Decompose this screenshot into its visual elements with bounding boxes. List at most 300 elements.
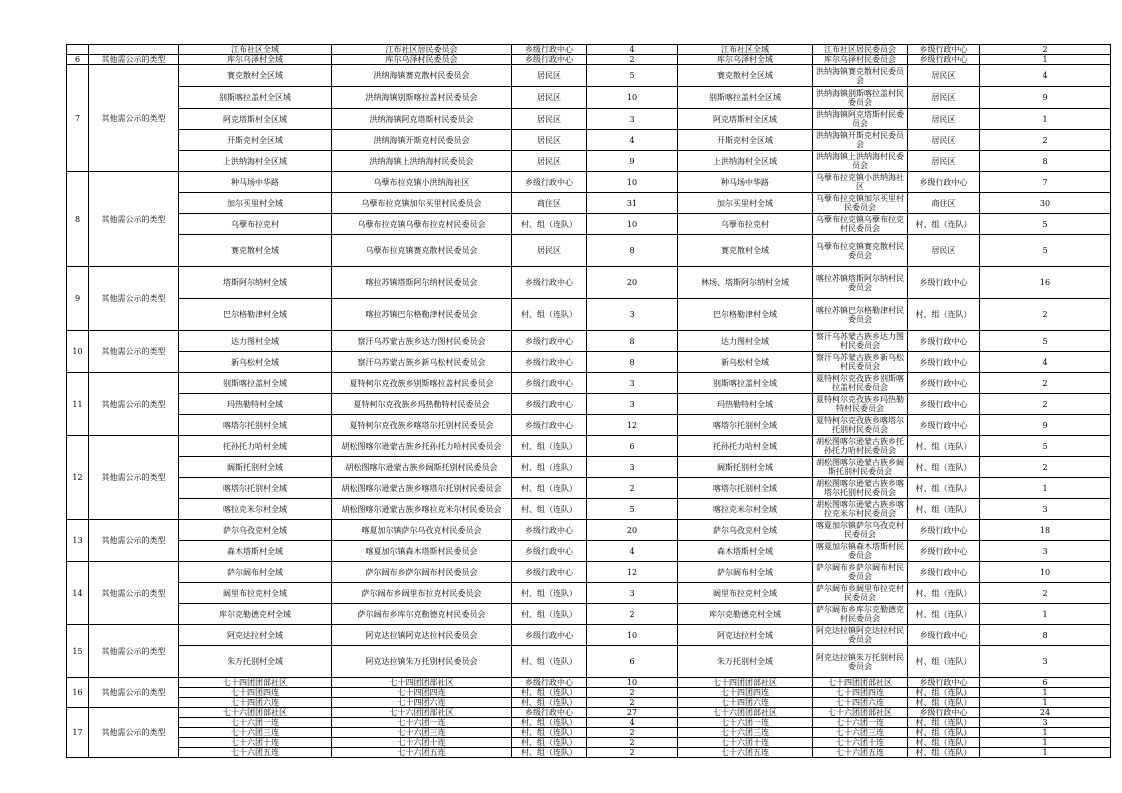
org2-cell: 胡松图喀尔逊蒙古族乡阔斯托别村民委员会 <box>813 457 908 478</box>
count2-cell: 30 <box>980 193 1111 214</box>
kind2-cell: 村、组（连队） <box>908 748 980 758</box>
area2-cell: 七十六团五连 <box>678 748 813 758</box>
count2-cell: 5 <box>980 436 1111 457</box>
count-cell: 2 <box>587 698 678 708</box>
org-cell: 洪纳海镇别斯喀拉盖村民委员会 <box>332 87 512 109</box>
count-cell: 2 <box>587 738 678 748</box>
org-cell: 七十六团团部社区 <box>332 708 512 718</box>
kind-cell: 村、组（连队） <box>512 604 587 625</box>
group-number: 7 <box>67 65 89 172</box>
count2-cell: 1 <box>980 688 1111 698</box>
group-number: 13 <box>67 520 89 562</box>
count-cell: 3 <box>587 299 678 331</box>
area-cell: 七十六团一连 <box>179 718 332 728</box>
org-cell: 七十四团四连 <box>332 688 512 698</box>
kind-cell: 村、组（连队） <box>512 738 587 748</box>
count-cell: 8 <box>587 352 678 373</box>
area-cell: 赛克散村全区域 <box>179 65 332 87</box>
org-cell: 库尔乌泽村民委员会 <box>332 55 512 65</box>
org2-cell: 胡松图喀尔逊蒙古族乡喀拉克米尔村民委员会 <box>813 499 908 520</box>
area2-cell: 库尔乌泽村全域 <box>678 55 813 65</box>
kind-cell: 村、组（连队） <box>512 583 587 604</box>
count-cell: 4 <box>587 45 678 55</box>
area-cell: 乌孽布拉克村 <box>179 214 332 235</box>
area2-cell: 库尔克勒德克村全域 <box>678 604 813 625</box>
group-type: 其他需公示的类型 <box>89 331 179 373</box>
area-cell: 开斯克村全区域 <box>179 130 332 151</box>
count2-cell: 7 <box>980 172 1111 193</box>
area-cell: 库尔克勒德克村全域 <box>179 604 332 625</box>
table-row <box>67 55 1111 65</box>
group-number: 10 <box>67 331 89 373</box>
group-number: 11 <box>67 373 89 436</box>
area-cell: 别斯喀拉盖村全区域 <box>179 87 332 109</box>
count-cell: 3 <box>587 373 678 394</box>
kind2-cell: 村、组（连队） <box>908 604 980 625</box>
org-cell: 夏特柯尔克孜族乡喀塔尔托别村民委员会 <box>332 415 512 436</box>
kind-cell: 乡级行政中心 <box>512 415 587 436</box>
count-cell: 2 <box>587 688 678 698</box>
org2-cell: 洪纳海镇阿克塔斯村民委员会 <box>813 109 908 130</box>
announcement-table <box>66 44 1111 758</box>
org-cell: 阿克达拉镇阿克达拉村民委员会 <box>332 625 512 646</box>
area-cell: 阿克达拉村全域 <box>179 625 332 646</box>
org2-cell: 喀夏加尔镇萨尔乌孜克村民委员会 <box>813 520 908 541</box>
kind-cell: 村、组（连队） <box>512 688 587 698</box>
count2-cell: 3 <box>980 718 1111 728</box>
org-cell: 阿克达拉镇朱万托别村民委员会 <box>332 646 512 678</box>
kind2-cell: 乡级行政中心 <box>908 267 980 299</box>
area-cell: 巴尔格勒津村全域 <box>179 299 332 331</box>
table-row <box>67 373 1111 394</box>
area2-cell: 喀塔尔托别村全域 <box>678 415 813 436</box>
area2-cell: 喀塔尔托别村全域 <box>678 478 813 499</box>
count2-cell: 3 <box>980 646 1111 678</box>
group-number: 8 <box>67 172 89 267</box>
kind2-cell: 村、组（连队） <box>908 583 980 604</box>
group-number: 14 <box>67 562 89 625</box>
area-cell: 塔斯阿尔纳村全域 <box>179 267 332 299</box>
org2-cell: 洪纳海镇开斯克村民委员会 <box>813 130 908 151</box>
org-cell: 夏特柯尔克孜族乡玛热勒特村民委员会 <box>332 394 512 415</box>
org-cell: 萨尔阔布乡萨尔阔布村民委员会 <box>332 562 512 583</box>
kind-cell: 居民区 <box>512 109 587 130</box>
area2-cell: 种马场中华路 <box>678 172 813 193</box>
group-number: 16 <box>67 678 89 708</box>
kind2-cell: 乡级行政中心 <box>908 625 980 646</box>
area-cell: 萨尔乌孜克村全域 <box>179 520 332 541</box>
area-cell: 喀塔尔托别村全域 <box>179 415 332 436</box>
kind-cell: 居民区 <box>512 87 587 109</box>
org2-cell: 乌孽布拉克镇小洪纳海社区 <box>813 172 908 193</box>
count-cell: 10 <box>587 625 678 646</box>
area-cell: 别斯喀拉盖村全域 <box>179 373 332 394</box>
kind2-cell: 村、组（连队） <box>908 478 980 499</box>
group-number: 15 <box>67 625 89 678</box>
kind-cell: 乡级行政中心 <box>512 267 587 299</box>
area-cell: 七十四团四连 <box>179 688 332 698</box>
kind2-cell: 村、组（连队） <box>908 499 980 520</box>
area-cell: 朱万托别村全域 <box>179 646 332 678</box>
org2-cell: 洪纳海镇上洪纳海村民委员会 <box>813 151 908 172</box>
org-cell: 七十四团六连 <box>332 698 512 708</box>
group-number: 17 <box>67 708 89 758</box>
area2-cell: 赛克散村全域 <box>678 235 813 267</box>
count-cell: 4 <box>587 718 678 728</box>
group-type: 其他需公示的类型 <box>89 625 179 678</box>
kind2-cell: 乡级行政中心 <box>908 394 980 415</box>
area-cell: 七十六团五连 <box>179 748 332 758</box>
table-row <box>67 583 1111 604</box>
org2-cell: 喀拉苏镇塔斯阿尔纳村民委员会 <box>813 267 908 299</box>
count2-cell: 8 <box>980 625 1111 646</box>
org2-cell: 七十六团一连 <box>813 718 908 728</box>
org-cell: 七十六团一连 <box>332 718 512 728</box>
org-cell: 夏特柯尔克孜族乡别斯喀拉盖村民委员会 <box>332 373 512 394</box>
org2-cell: 乌孽布拉克镇赛克散村民委员会 <box>813 235 908 267</box>
org2-cell: 库尔乌泽村民委员会 <box>813 55 908 65</box>
count2-cell: 9 <box>980 415 1111 436</box>
group-type: 其他需公示的类型 <box>89 55 179 65</box>
area2-cell: 七十四团六连 <box>678 698 813 708</box>
count-cell: 3 <box>587 109 678 130</box>
kind2-cell: 村、组（连队） <box>908 738 980 748</box>
count-cell: 4 <box>587 541 678 562</box>
count-cell: 9 <box>587 151 678 172</box>
table-row <box>67 130 1111 151</box>
group-type: 其他需公示的类型 <box>89 267 179 331</box>
area-cell: 阔斯托别村全域 <box>179 457 332 478</box>
area2-cell: 赛克散村全区域 <box>678 65 813 87</box>
area2-cell: 七十六团一连 <box>678 718 813 728</box>
table-row <box>67 151 1111 172</box>
table-row <box>67 394 1111 415</box>
area2-cell: 阿克达拉村全域 <box>678 625 813 646</box>
table-row <box>67 109 1111 130</box>
count-cell: 5 <box>587 65 678 87</box>
kind2-cell: 乡级行政中心 <box>908 520 980 541</box>
area-cell: 加尔买里村全域 <box>179 193 332 214</box>
kind-cell: 居民区 <box>512 151 587 172</box>
area-cell: 七十六团三连 <box>179 728 332 738</box>
org2-cell: 察汗乌苏蒙古族乡达力图村民委员会 <box>813 331 908 352</box>
count-cell: 31 <box>587 193 678 214</box>
count-cell: 20 <box>587 520 678 541</box>
area-cell: 喀塔尔托别村全域 <box>179 478 332 499</box>
kind-cell: 乡级行政中心 <box>512 373 587 394</box>
kind2-cell: 村、组（连队） <box>908 646 980 678</box>
kind-cell: 商住区 <box>512 193 587 214</box>
area2-cell: 加尔买里村全域 <box>678 193 813 214</box>
org-cell: 察汗乌苏蒙古族乡达力图村民委员会 <box>332 331 512 352</box>
org2-cell: 乌孽布拉克镇加尔买里村民委员会 <box>813 193 908 214</box>
count2-cell: 4 <box>980 65 1111 87</box>
org2-cell: 七十六团十连 <box>813 738 908 748</box>
table-row <box>67 728 1111 738</box>
area-cell: 森木塔斯村全域 <box>179 541 332 562</box>
group-type: 其他需公示的类型 <box>89 65 179 172</box>
org-cell: 七十六团三连 <box>332 728 512 738</box>
kind-cell: 乡级行政中心 <box>512 678 587 688</box>
count2-cell: 2 <box>980 130 1111 151</box>
kind-cell: 乡级行政中心 <box>512 394 587 415</box>
count2-cell: 18 <box>980 520 1111 541</box>
org2-cell: 察汗乌苏蒙古族乡新乌松村民委员会 <box>813 352 908 373</box>
org-cell: 胡松图喀尔逊蒙古族乡喀拉克米尔村民委员会 <box>332 499 512 520</box>
org2-cell: 七十四团六连 <box>813 698 908 708</box>
table-row <box>67 214 1111 235</box>
area-cell: 玛热勒特村全域 <box>179 394 332 415</box>
kind-cell: 居民区 <box>512 235 587 267</box>
org2-cell: 乌孽布拉克镇乌孽布拉克村民委员会 <box>813 214 908 235</box>
org-cell: 七十六团十连 <box>332 738 512 748</box>
kind2-cell: 乡级行政中心 <box>908 678 980 688</box>
group-type: 其他需公示的类型 <box>89 520 179 562</box>
kind-cell: 乡级行政中心 <box>512 520 587 541</box>
area2-cell: 别斯喀拉盖村全域 <box>678 373 813 394</box>
org-cell: 乌孽布拉克镇乌孽布拉克村民委员会 <box>332 214 512 235</box>
table-row <box>67 678 1111 688</box>
count2-cell: 2 <box>980 373 1111 394</box>
kind-cell: 乡级行政中心 <box>512 625 587 646</box>
count2-cell: 2 <box>980 457 1111 478</box>
org2-cell: 萨尔阔布乡萨尔阔布村民委员会 <box>813 562 908 583</box>
table-row <box>67 738 1111 748</box>
kind-cell: 乡级行政中心 <box>512 541 587 562</box>
table-row <box>67 235 1111 267</box>
area2-cell: 开斯克村全区域 <box>678 130 813 151</box>
area-cell: 阔里布拉克村全域 <box>179 583 332 604</box>
kind-cell: 村、组（连队） <box>512 214 587 235</box>
area2-cell: 萨尔阔布村全域 <box>678 562 813 583</box>
org-cell: 洪纳海镇上洪纳海村民委员会 <box>332 151 512 172</box>
org-cell: 胡松图喀尔逊蒙古族乡阔斯托别村民委员会 <box>332 457 512 478</box>
kind-cell: 村、组（连队） <box>512 436 587 457</box>
table-row <box>67 646 1111 678</box>
area2-cell: 森木塔斯村全域 <box>678 541 813 562</box>
kind-cell: 乡级行政中心 <box>512 45 587 55</box>
count2-cell: 1 <box>980 55 1111 65</box>
area2-cell: 七十六团团部社区 <box>678 708 813 718</box>
count2-cell: 1 <box>980 728 1111 738</box>
area-cell: 赛克散村全域 <box>179 235 332 267</box>
count-cell: 8 <box>587 235 678 267</box>
count2-cell: 8 <box>980 151 1111 172</box>
count-cell: 3 <box>587 457 678 478</box>
kind2-cell: 乡级行政中心 <box>908 45 980 55</box>
table-row <box>67 478 1111 499</box>
group-type: 其他需公示的类型 <box>89 373 179 436</box>
table-row <box>67 708 1111 718</box>
area-cell: 七十四团团部社区 <box>179 678 332 688</box>
area2-cell: 林场、塔斯阿尔纳村全域 <box>678 267 813 299</box>
area2-cell: 达力图村全域 <box>678 331 813 352</box>
count-cell: 2 <box>587 604 678 625</box>
org-cell: 洪纳海镇开斯克村民委员会 <box>332 130 512 151</box>
org-cell: 七十四团团部社区 <box>332 678 512 688</box>
count-cell: 3 <box>587 583 678 604</box>
area2-cell: 七十四团团部社区 <box>678 678 813 688</box>
area-cell: 达力图村全域 <box>179 331 332 352</box>
kind-cell: 村、组（连队） <box>512 698 587 708</box>
org2-cell: 阿克达拉镇阿克达拉村民委员会 <box>813 625 908 646</box>
count2-cell: 4 <box>980 352 1111 373</box>
count2-cell: 2 <box>980 299 1111 331</box>
org-cell: 喀夏加尔镇萨尔乌孜克村民委员会 <box>332 520 512 541</box>
table-row <box>67 436 1111 457</box>
count2-cell: 1 <box>980 604 1111 625</box>
table-row <box>67 87 1111 109</box>
count2-cell: 1 <box>980 748 1111 758</box>
area2-cell: 托孙托力哈村全域 <box>678 436 813 457</box>
table-row <box>67 718 1111 728</box>
area2-cell: 上洪纳海村全区域 <box>678 151 813 172</box>
org2-cell: 萨尔阔布乡阔里布拉克村民委员会 <box>813 583 908 604</box>
org-cell: 江布社区居民委员会 <box>332 45 512 55</box>
org2-cell: 夏特柯尔克孜族乡喀塔尔托别村民委员会 <box>813 415 908 436</box>
group-number <box>67 45 89 55</box>
table-row <box>67 415 1111 436</box>
kind-cell: 乡级行政中心 <box>512 172 587 193</box>
kind2-cell: 居民区 <box>908 65 980 87</box>
count2-cell: 1 <box>980 478 1111 499</box>
kind2-cell: 村、组（连队） <box>908 436 980 457</box>
count2-cell: 1 <box>980 109 1111 130</box>
count-cell: 2 <box>587 478 678 499</box>
kind-cell: 居民区 <box>512 65 587 87</box>
kind2-cell: 乡级行政中心 <box>908 172 980 193</box>
area-cell: 种马场中华路 <box>179 172 332 193</box>
org-cell: 洪纳海镇赛克散村民委员会 <box>332 65 512 87</box>
org2-cell: 七十四团团部社区 <box>813 678 908 688</box>
table-body <box>67 45 1111 758</box>
kind2-cell: 居民区 <box>908 130 980 151</box>
kind2-cell: 乡级行政中心 <box>908 352 980 373</box>
count2-cell: 1 <box>980 698 1111 708</box>
area2-cell: 阿克塔斯村全区域 <box>678 109 813 130</box>
table-row <box>67 604 1111 625</box>
table-row <box>67 331 1111 352</box>
count-cell: 2 <box>587 55 678 65</box>
table-row <box>67 193 1111 214</box>
area2-cell: 七十六团十连 <box>678 738 813 748</box>
count2-cell: 2 <box>980 394 1111 415</box>
count-cell: 4 <box>587 130 678 151</box>
area-cell: 新乌松村全域 <box>179 352 332 373</box>
area-cell: 喀拉克米尔村全域 <box>179 499 332 520</box>
group-type: 其他需公示的类型 <box>89 436 179 520</box>
group-type <box>89 45 179 55</box>
area2-cell: 阔里布拉克村全域 <box>678 583 813 604</box>
table-row <box>67 541 1111 562</box>
area2-cell: 乌孽布拉克村 <box>678 214 813 235</box>
kind2-cell: 商住区 <box>908 193 980 214</box>
table-row <box>67 172 1111 193</box>
org-cell: 喀夏加尔镇森木塔斯村民委员会 <box>332 541 512 562</box>
kind2-cell: 村、组（连队） <box>908 457 980 478</box>
org2-cell: 喀夏加尔镇森木塔斯村民委员会 <box>813 541 908 562</box>
table-row <box>67 65 1111 87</box>
area2-cell: 七十四团四连 <box>678 688 813 698</box>
org-cell: 喀拉苏镇塔斯阿尔纳村民委员会 <box>332 267 512 299</box>
org2-cell: 江布社区居民委员会 <box>813 45 908 55</box>
kind-cell: 村、组（连队） <box>512 499 587 520</box>
count-cell: 10 <box>587 87 678 109</box>
count2-cell: 10 <box>980 562 1111 583</box>
table-row <box>67 748 1111 758</box>
count-cell: 5 <box>587 499 678 520</box>
kind2-cell: 乡级行政中心 <box>908 331 980 352</box>
area-cell: 江布社区全域 <box>179 45 332 55</box>
area-cell: 阿克塔斯村全区域 <box>179 109 332 130</box>
org2-cell: 七十四团四连 <box>813 688 908 698</box>
org2-cell: 阿克达拉镇朱万托别村民委员会 <box>813 646 908 678</box>
count2-cell: 1 <box>980 738 1111 748</box>
count2-cell: 3 <box>980 541 1111 562</box>
table-row <box>67 45 1111 55</box>
org2-cell: 七十六团三连 <box>813 728 908 738</box>
area2-cell: 萨尔乌孜克村全域 <box>678 520 813 541</box>
count2-cell: 5 <box>980 331 1111 352</box>
group-type: 其他需公示的类型 <box>89 172 179 267</box>
table-row <box>67 562 1111 583</box>
org-cell: 乌孽布拉克镇赛克散村民委员会 <box>332 235 512 267</box>
count2-cell: 3 <box>980 499 1111 520</box>
table-row <box>67 352 1111 373</box>
area-cell: 上洪纳海村全区域 <box>179 151 332 172</box>
group-type: 其他需公示的类型 <box>89 562 179 625</box>
kind-cell: 村、组（连队） <box>512 299 587 331</box>
kind-cell: 村、组（连队） <box>512 748 587 758</box>
area-cell: 库尔乌泽村全域 <box>179 55 332 65</box>
org-cell: 胡松图喀尔逊蒙古族乡托孙托力哈村民委员会 <box>332 436 512 457</box>
count-cell: 10 <box>587 172 678 193</box>
table-row <box>67 299 1111 331</box>
kind2-cell: 村、组（连队） <box>908 718 980 728</box>
count-cell: 2 <box>587 728 678 738</box>
kind2-cell: 乡级行政中心 <box>908 373 980 394</box>
count-cell: 27 <box>587 708 678 718</box>
table-row <box>67 625 1111 646</box>
kind-cell: 乡级行政中心 <box>512 55 587 65</box>
count-cell: 10 <box>587 678 678 688</box>
org-cell: 萨尔阔布乡库尔克勒德克村民委员会 <box>332 604 512 625</box>
org-cell: 七十六团五连 <box>332 748 512 758</box>
kind-cell: 村、组（连队） <box>512 718 587 728</box>
count2-cell: 5 <box>980 235 1111 267</box>
kind2-cell: 居民区 <box>908 87 980 109</box>
org-cell: 萨尔阔布乡阔里布拉克村民委员会 <box>332 583 512 604</box>
count2-cell: 5 <box>980 214 1111 235</box>
kind2-cell: 乡级行政中心 <box>908 415 980 436</box>
count-cell: 6 <box>587 436 678 457</box>
area2-cell: 朱万托别村全域 <box>678 646 813 678</box>
kind2-cell: 村、组（连队） <box>908 698 980 708</box>
kind-cell: 村、组（连队） <box>512 728 587 738</box>
area2-cell: 喀拉克米尔村全域 <box>678 499 813 520</box>
table-row <box>67 457 1111 478</box>
area-cell: 七十四团六连 <box>179 698 332 708</box>
org2-cell: 夏特柯尔克孜族乡别斯喀拉盖村民委员会 <box>813 373 908 394</box>
area2-cell: 江布社区全域 <box>678 45 813 55</box>
kind-cell: 村、组（连队） <box>512 646 587 678</box>
count2-cell: 6 <box>980 678 1111 688</box>
count-cell: 8 <box>587 331 678 352</box>
org-cell: 洪纳海镇阿克塔斯村民委员会 <box>332 109 512 130</box>
count2-cell: 2 <box>980 45 1111 55</box>
kind-cell: 乡级行政中心 <box>512 331 587 352</box>
count-cell: 6 <box>587 646 678 678</box>
